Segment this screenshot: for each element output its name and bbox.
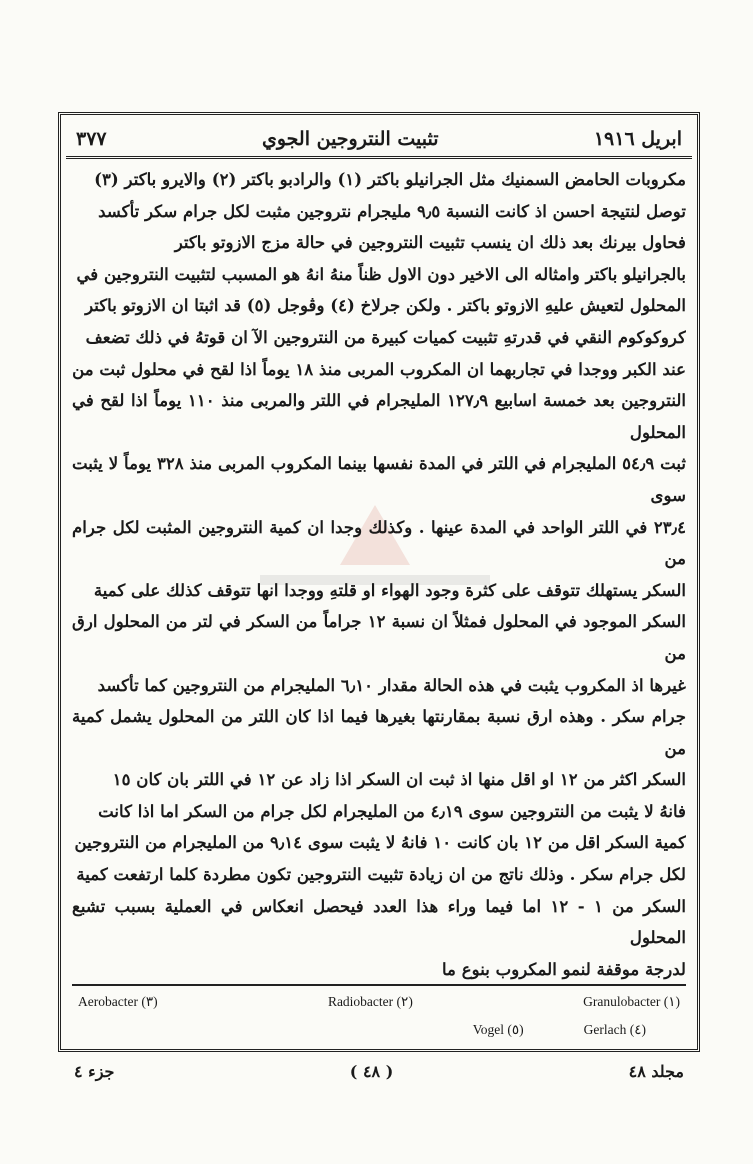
body-line: لدرجة موقفة لنمو المكروب بنوع ما [442, 958, 686, 979]
article-body [72, 164, 686, 982]
volume-label: مجلد ٤٨ [628, 1061, 684, 1081]
footnote-4 [584, 1022, 646, 1038]
body-line: كروكوكوم النقي في قدرتهِ تثبيت كميات كبيرة من النتروجين الآ ان قوتهُ في ذلك تضعف [85, 326, 686, 347]
footnote-number: (٤) [629, 1022, 646, 1037]
footnote-number: (٥) [507, 1022, 524, 1037]
footnote-term: Granulobacter [583, 994, 661, 1009]
body-line: فانهُ لا يثبت من النتروجين سوى ٤٫١٩ من المليجرام لكل جرام من السكر اما اذا كانت [98, 800, 686, 821]
body-line: جرام سكر . وهذه ارق نسبة بمقارنتها بغيرها فيما اذا كان اللتر من المحلول يشمل كمية من [72, 706, 686, 758]
body-line: فحاول بيرنك بعد ذلك ان ينسب تثبيت النتروجين في حالة مزج الازوتو باكتر [174, 232, 686, 253]
footnote-term: Gerlach [583, 1022, 627, 1037]
footnote-term: Radiobacter [327, 994, 394, 1009]
footnote-2 [328, 994, 413, 1010]
footnote-term: Aerobacter [78, 994, 138, 1009]
body-line: النتروجين بعد خمسة اسابيع ١٢٧٫٩ المليجرام في اللتر والمربى منذ ١١٠ يوماً اذا لقح في المحلول [72, 390, 686, 442]
footnote-3 [78, 994, 158, 1010]
footnote-number: (١) [663, 994, 680, 1009]
body-line: غيرها اذ المكروب يثبت في هذه الحالة مقدار ٦٫١٠ المليجرام من النتروجين كما تأكسد [97, 674, 686, 695]
body-line: ٢٣٫٤ في اللتر الواحد في المدة عينها . وكذلك وجدا ان كمية النتروجين المثبت لكل جرام من [72, 516, 686, 569]
running-title: تثبيت النتروجين الجوي [261, 128, 439, 150]
body-line: عند الكبر ووجدا في تجاربهما ان المكروب المربى منذ ١٨ يوماً اذا لقح في محلول ثبت من [72, 358, 686, 379]
footnotes [72, 984, 686, 1044]
footnote-1 [583, 994, 680, 1010]
running-header [66, 122, 692, 159]
body-line: لكل جرام سكر . وذلك ناتج من ان زيادة تثبيت النتروجين تكون مطردة كلما ارتفعت كمية [76, 864, 686, 885]
footnote-number: (٣) [141, 994, 158, 1009]
body-line: المحلول لتعيش عليهِ الازوتو باكتر . ولكن جرلاخ (٤) وڤوجل (٥) قد اثبتا ان الازوتو باكتر [85, 295, 686, 316]
footnote-row [72, 986, 686, 1014]
body-line: مكروبات الحامض السمنيك مثل الجرانيلو باكتر (١) والرادبو باكتر (٢) والايرو باكتر (٣) [94, 169, 686, 189]
part-label: جزء ٤ [74, 1061, 115, 1081]
sheet-number: ( ٤٨ ) [349, 1061, 394, 1081]
body-line: كمية السكر اقل من ١٢ بان كانت ١٠ فانهُ لا يثبت سوى ٩٫١٤ من المليجرام من النتروجين [74, 832, 686, 853]
body-line: بالجرانيلو باكتر وامثاله الى الاخير دون الاول ظناً منهُ انهُ هو المسبب لتثبيت النتروجين في [76, 263, 686, 284]
body-line: السكر من ١ - ١٢ اما فيما وراء هذا العدد فيحصل انعكاس في العملية بسبب تشبع المحلول [72, 895, 686, 948]
body-line: السكر الموجود في المحلول فمثلاً ان نسبة ١٢ جراماً من السكر في لتر من المحلول ارق من [72, 611, 686, 663]
body-line: ثبت ٥٤٫٩ المليجرام في اللتر في المدة نفسها بينما المكروب المربى منذ ٣٢٨ يوماً لا يثبت سوى [72, 453, 686, 505]
body-line: السكر اكثر من ١٢ او اقل منها اذ ثبت ان السكر اذا زاد عن ١٢ في اللتر بان كان ١٥ [112, 769, 686, 790]
footnote-row [72, 1014, 686, 1042]
body-line: السكر يستهلك تتوقف على كثرة وجود الهواء او قلتهِ ووجدا انها تتوقف كذلك على كمية [93, 579, 686, 600]
footnote-5 [473, 1022, 524, 1038]
footnote-term: Vogel [472, 1022, 504, 1037]
body-line: توصل لنتيجة احسن اذ كانت النسبة ٩٫٥ مليجرام نتروجين مثبت لكل جرام سكر تأكسد [98, 200, 686, 221]
page-footer [66, 1056, 692, 1086]
footnote-number: (٢) [396, 994, 413, 1009]
issue-date: ابريل ١٩١٦ [593, 128, 682, 150]
page-number: ٣٧٧ [76, 128, 107, 150]
